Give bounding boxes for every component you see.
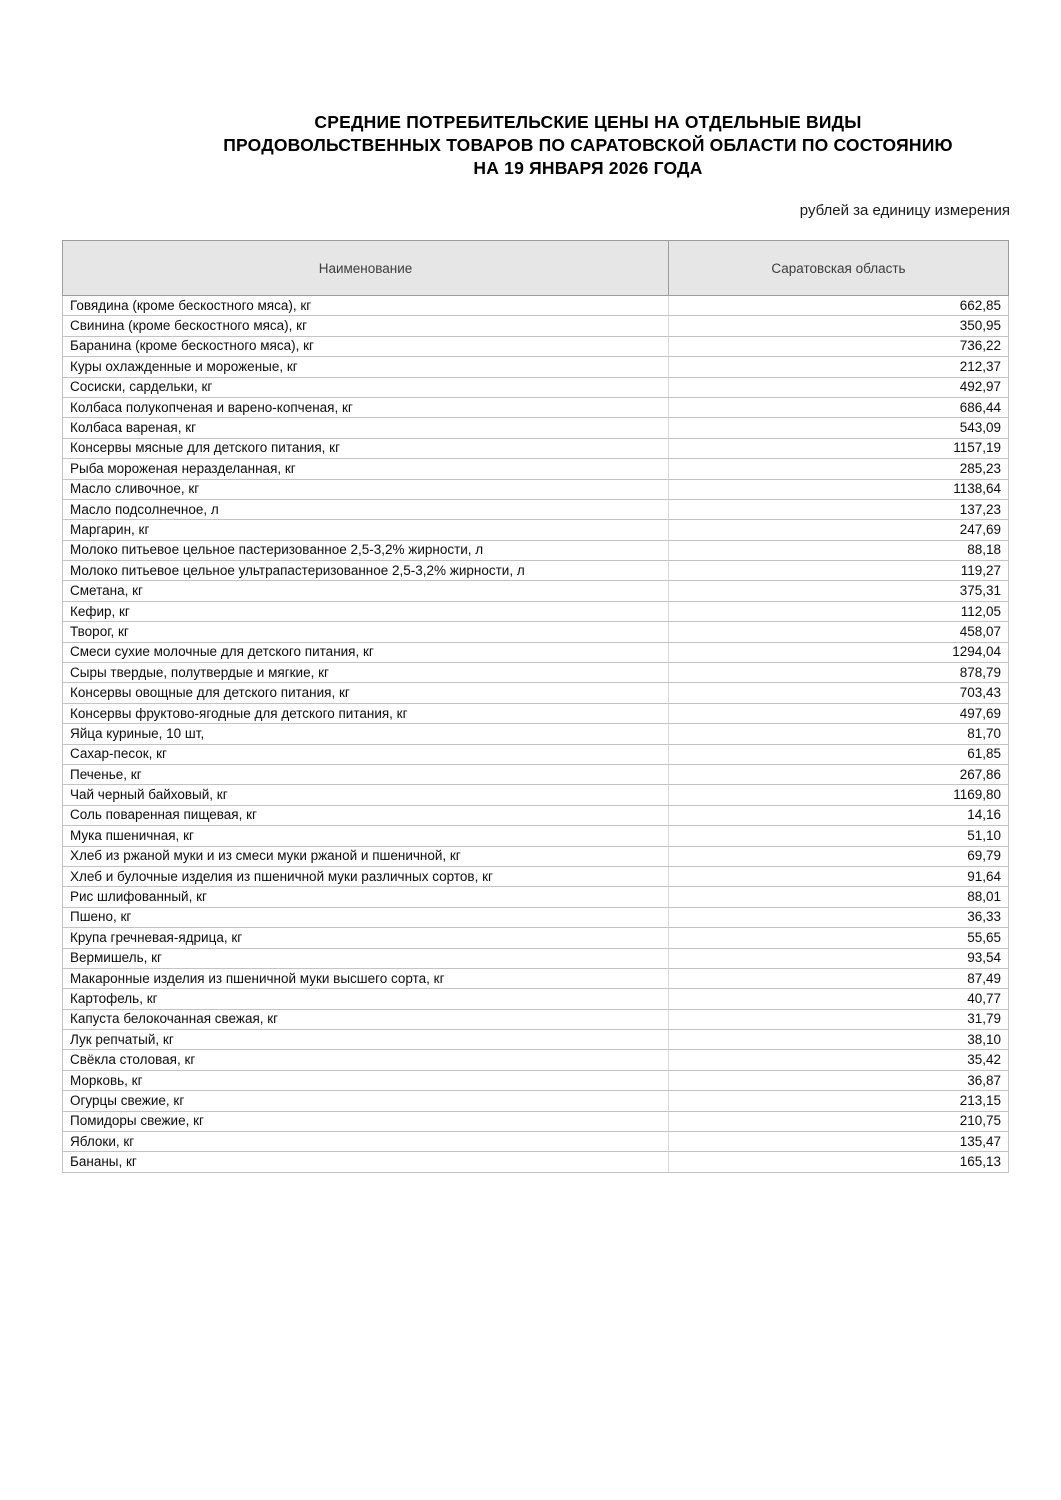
price-table-header xyxy=(63,241,1009,296)
product-price-cell: 81,70 xyxy=(669,724,1009,744)
product-price-cell: 87,49 xyxy=(669,968,1009,988)
table-row xyxy=(63,1009,1009,1029)
product-price-cell: 38,10 xyxy=(669,1030,1009,1050)
title-line-1: СРЕДНИЕ ПОТРЕБИТЕЛЬСКИЕ ЦЕНЫ НА ОТДЕЛЬНЫЕ ВИДЫ xyxy=(314,112,862,132)
table-row xyxy=(63,1070,1009,1090)
product-price-cell: 165,13 xyxy=(669,1152,1009,1172)
product-name-cell: Свинина (кроме бескостного мяса), кг xyxy=(63,316,669,336)
product-price-cell: 458,07 xyxy=(669,622,1009,642)
table-row xyxy=(63,826,1009,846)
product-price-cell: 350,95 xyxy=(669,316,1009,336)
column-header-name: Наименование xyxy=(63,241,669,296)
product-price-cell: 212,37 xyxy=(669,357,1009,377)
product-name-cell: Хлеб и булочные изделия из пшеничной муки различных сортов, кг xyxy=(63,866,669,886)
table-row xyxy=(63,520,1009,540)
table-row xyxy=(63,703,1009,723)
table-row xyxy=(63,296,1009,316)
product-name-cell: Говядина (кроме бескостного мяса), кг xyxy=(63,296,669,316)
table-row xyxy=(63,459,1009,479)
table-row xyxy=(63,642,1009,662)
table-row xyxy=(63,948,1009,968)
product-name-cell: Огурцы свежие, кг xyxy=(63,1091,669,1111)
product-price-cell: 213,15 xyxy=(669,1091,1009,1111)
table-row xyxy=(63,907,1009,927)
product-price-cell: 135,47 xyxy=(669,1132,1009,1152)
table-row xyxy=(63,1091,1009,1111)
table-row xyxy=(63,418,1009,438)
product-name-cell: Консервы фруктово-ягодные для детского питания, кг xyxy=(63,703,669,723)
product-name-cell: Вермишель, кг xyxy=(63,948,669,968)
product-price-cell: 1138,64 xyxy=(669,479,1009,499)
table-row xyxy=(63,1030,1009,1050)
product-name-cell: Крупа гречневая-ядрица, кг xyxy=(63,928,669,948)
product-price-cell: 267,86 xyxy=(669,764,1009,784)
table-row xyxy=(63,377,1009,397)
product-price-cell: 88,18 xyxy=(669,540,1009,560)
table-row xyxy=(63,397,1009,417)
product-name-cell: Масло сливочное, кг xyxy=(63,479,669,499)
product-price-cell: 36,87 xyxy=(669,1070,1009,1090)
table-row xyxy=(63,357,1009,377)
product-price-cell: 88,01 xyxy=(669,887,1009,907)
product-price-cell: 112,05 xyxy=(669,601,1009,621)
product-price-cell: 91,64 xyxy=(669,866,1009,886)
product-name-cell: Сыры твердые, полутвердые и мягкие, кг xyxy=(63,663,669,683)
product-name-cell: Сметана, кг xyxy=(63,581,669,601)
table-row xyxy=(63,1132,1009,1152)
product-name-cell: Маргарин, кг xyxy=(63,520,669,540)
product-name-cell: Консервы мясные для детского питания, кг xyxy=(63,438,669,458)
table-row xyxy=(63,683,1009,703)
table-row xyxy=(63,1111,1009,1131)
product-price-cell: 247,69 xyxy=(669,520,1009,540)
product-price-cell: 375,31 xyxy=(669,581,1009,601)
table-row xyxy=(63,581,1009,601)
title-line-2: ПРОДОВОЛЬСТВЕННЫХ ТОВАРОВ ПО САРАТОВСКОЙ ОБЛАСТИ ПО СОСТОЯНИЮ xyxy=(223,135,953,155)
product-name-cell: Капуста белокочанная свежая, кг xyxy=(63,1009,669,1029)
product-name-cell: Лук репчатый, кг xyxy=(63,1030,669,1050)
product-name-cell: Кефир, кг xyxy=(63,601,669,621)
product-price-cell: 61,85 xyxy=(669,744,1009,764)
table-row xyxy=(63,336,1009,356)
product-price-cell: 35,42 xyxy=(669,1050,1009,1070)
product-price-cell: 69,79 xyxy=(669,846,1009,866)
table-row xyxy=(63,744,1009,764)
product-price-cell: 662,85 xyxy=(669,296,1009,316)
table-row xyxy=(63,1152,1009,1172)
price-table xyxy=(62,240,1009,1173)
product-name-cell: Мука пшеничная, кг xyxy=(63,826,669,846)
table-row xyxy=(63,601,1009,621)
table-row xyxy=(63,805,1009,825)
price-table-body xyxy=(63,296,1009,1173)
document-title xyxy=(115,111,1061,180)
product-price-cell: 93,54 xyxy=(669,948,1009,968)
table-row xyxy=(63,846,1009,866)
product-name-cell: Печенье, кг xyxy=(63,764,669,784)
product-price-cell: 51,10 xyxy=(669,826,1009,846)
product-name-cell: Свёкла столовая, кг xyxy=(63,1050,669,1070)
product-price-cell: 1169,80 xyxy=(669,785,1009,805)
table-row xyxy=(63,438,1009,458)
product-price-cell: 492,97 xyxy=(669,377,1009,397)
product-name-cell: Молоко питьевое цельное пастеризованное 2,5-3,2% жирности, л xyxy=(63,540,669,560)
product-name-cell: Рыба мороженая неразделанная, кг xyxy=(63,459,669,479)
table-row xyxy=(63,499,1009,519)
product-name-cell: Картофель, кг xyxy=(63,989,669,1009)
table-row xyxy=(63,561,1009,581)
product-price-cell: 119,27 xyxy=(669,561,1009,581)
product-name-cell: Баранина (кроме бескостного мяса), кг xyxy=(63,336,669,356)
product-price-cell: 703,43 xyxy=(669,683,1009,703)
column-header-region: Саратовская область xyxy=(669,241,1009,296)
product-name-cell: Рис шлифованный, кг xyxy=(63,887,669,907)
product-name-cell: Соль поваренная пищевая, кг xyxy=(63,805,669,825)
product-name-cell: Творог, кг xyxy=(63,622,669,642)
table-row xyxy=(63,622,1009,642)
product-price-cell: 210,75 xyxy=(669,1111,1009,1131)
table-row xyxy=(63,928,1009,948)
product-price-cell: 497,69 xyxy=(669,703,1009,723)
table-row xyxy=(63,968,1009,988)
product-price-cell: 1294,04 xyxy=(669,642,1009,662)
product-name-cell: Сосиски, сардельки, кг xyxy=(63,377,669,397)
table-row xyxy=(63,724,1009,744)
product-price-cell: 1157,19 xyxy=(669,438,1009,458)
product-price-cell: 36,33 xyxy=(669,907,1009,927)
units-note: рублей за единицу измерения xyxy=(799,202,1010,219)
product-name-cell: Консервы овощные для детского питания, кг xyxy=(63,683,669,703)
product-name-cell: Колбаса полукопченая и варено-копченая, кг xyxy=(63,397,669,417)
product-name-cell: Помидоры свежие, кг xyxy=(63,1111,669,1131)
table-row xyxy=(63,989,1009,1009)
product-name-cell: Бананы, кг xyxy=(63,1152,669,1172)
product-name-cell: Яблоки, кг xyxy=(63,1132,669,1152)
table-row xyxy=(63,479,1009,499)
product-name-cell: Сахар-песок, кг xyxy=(63,744,669,764)
product-price-cell: 285,23 xyxy=(669,459,1009,479)
product-price-cell: 878,79 xyxy=(669,663,1009,683)
product-name-cell: Чай черный байховый, кг xyxy=(63,785,669,805)
product-name-cell: Куры охлажденные и мороженые, кг xyxy=(63,357,669,377)
table-row xyxy=(63,887,1009,907)
table-row xyxy=(63,785,1009,805)
table-row xyxy=(63,764,1009,784)
product-name-cell: Смеси сухие молочные для детского питания, кг xyxy=(63,642,669,662)
product-name-cell: Макаронные изделия из пшеничной муки высшего сорта, кг xyxy=(63,968,669,988)
table-row xyxy=(63,316,1009,336)
product-price-cell: 736,22 xyxy=(669,336,1009,356)
product-price-cell: 14,16 xyxy=(669,805,1009,825)
title-line-3: НА 19 ЯНВАРЯ 2026 ГОДА xyxy=(473,158,703,178)
table-row xyxy=(63,866,1009,886)
product-name-cell: Масло подсолнечное, л xyxy=(63,499,669,519)
product-name-cell: Колбаса вареная, кг xyxy=(63,418,669,438)
product-price-cell: 55,65 xyxy=(669,928,1009,948)
product-price-cell: 686,44 xyxy=(669,397,1009,417)
product-name-cell: Хлеб из ржаной муки и из смеси муки ржаной и пшеничной, кг xyxy=(63,846,669,866)
product-price-cell: 40,77 xyxy=(669,989,1009,1009)
product-name-cell: Морковь, кг xyxy=(63,1070,669,1090)
product-name-cell: Яйца куриные, 10 шт, xyxy=(63,724,669,744)
table-row xyxy=(63,540,1009,560)
product-price-cell: 31,79 xyxy=(669,1009,1009,1029)
product-price-cell: 137,23 xyxy=(669,499,1009,519)
product-price-cell: 543,09 xyxy=(669,418,1009,438)
table-row xyxy=(63,1050,1009,1070)
product-name-cell: Пшено, кг xyxy=(63,907,669,927)
product-name-cell: Молоко питьевое цельное ультрапастеризованное 2,5-3,2% жирности, л xyxy=(63,561,669,581)
table-header-row xyxy=(63,241,1009,296)
table-row xyxy=(63,663,1009,683)
